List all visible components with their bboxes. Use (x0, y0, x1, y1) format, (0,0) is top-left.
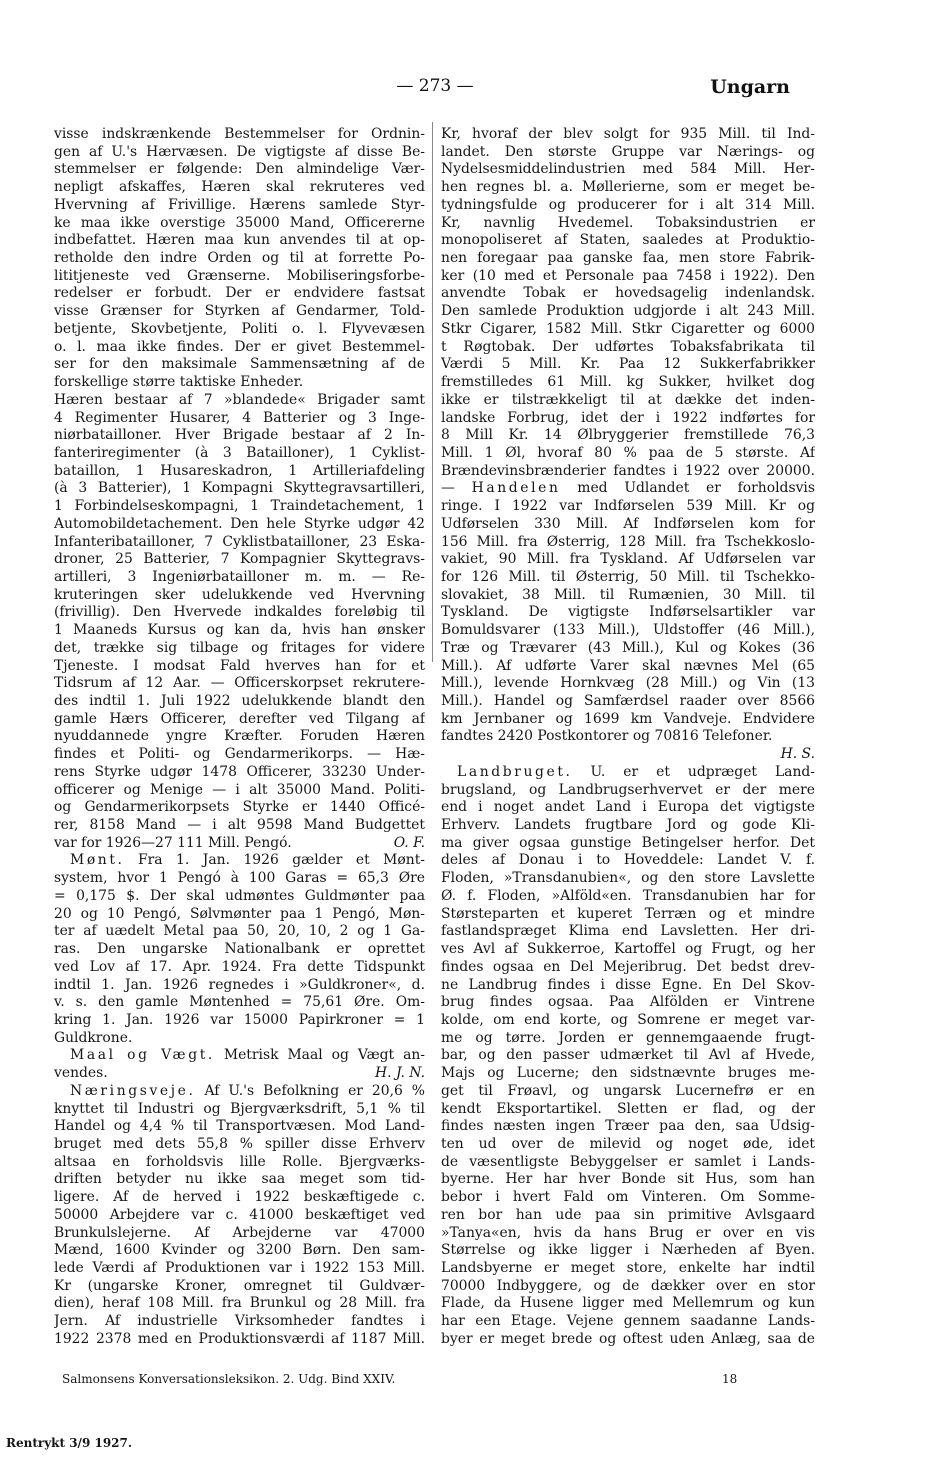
line-text: fastlandspræget Klima end Lavsletten. Her dri- (441, 923, 815, 940)
text-line (441, 1278, 815, 1296)
text-line (54, 144, 425, 162)
line-text: artilleri, 3 Ingeniørbatailloner m. m. — Re- (54, 568, 425, 585)
line-text: hen regnes bl. a. Møllerierne, som er meget be- (441, 179, 815, 196)
line-text: droner, 25 Batterier, 7 Kompagnier Skyttegravs- (54, 551, 425, 568)
line-text: nyuddannede yngre Kræfter. Foruden Hæren (54, 728, 425, 745)
line-text: dien), heraf 108 Mill. fra Brunkul og 28 Mill. fra (54, 1295, 425, 1312)
text-line (54, 675, 425, 693)
text-line (441, 427, 815, 445)
text-line (54, 1278, 425, 1296)
line-text: ves Avl af Sukkerroe, Kartoffel og Frugt, og her (441, 941, 815, 958)
line-text: Mill.), levende Hornkvæg (28 Mill.) og Vin (13 (441, 675, 815, 692)
line-text: Automobildetachement. Den hele Styrke udgør 42 (54, 515, 425, 532)
line-text: bar, og den passer udmærket til Avl af Hvede, (441, 1047, 815, 1064)
text-line (441, 728, 815, 746)
text-line (441, 1047, 815, 1065)
line-text: ter af uædelt Metal paa 50, 20, 10, 2 og 1 Ga- (54, 923, 425, 940)
running-title: Ungarn (710, 76, 790, 98)
line-text: vendes. (54, 1065, 108, 1082)
line-text: lititjeneste ved Grænserne. Mobiliseringsforbe- (54, 267, 425, 284)
line-text: gen af U.'s Hærvæsen. De vigtigste af disse Be- (54, 143, 425, 160)
line-text: har een Etage. Vejene gennem saadanne Lands- (441, 1313, 815, 1330)
line-text: 4 Regimenter Husarer, 4 Batterier og 3 Inge- (54, 409, 425, 426)
text-line (54, 161, 425, 179)
text-line (441, 764, 815, 782)
line-text: me og tørre. Jorden er gennemgaaende frugt- (441, 1029, 815, 1046)
line-text: Hæren bestaar af 7 »blandede« Brigader samt (54, 391, 425, 408)
text-line (54, 356, 425, 374)
line-text: Handel og 4,4 % til Transportvæsen. Mod Land- (54, 1118, 425, 1135)
line-text: 70000 Indbyggere, og de dækker over en stor (441, 1277, 815, 1294)
line-text: Kr, hvoraf der blev solgt for 935 Mill. til Ind- (441, 126, 815, 142)
line-text: Brunkulslejerne. Af Arbejderne var 47000 (54, 1224, 425, 1241)
text-line (441, 1101, 815, 1119)
text-line (54, 1101, 425, 1119)
text-line (54, 1189, 425, 1207)
text-line (441, 1154, 815, 1172)
text-line (54, 516, 425, 534)
text-line (441, 215, 815, 233)
text-line (441, 1331, 815, 1349)
text-line (54, 1083, 425, 1101)
text-line (54, 569, 425, 587)
line-text: vakiet, 90 Mill. fra Tyskland. Af Udførselen var (441, 551, 815, 568)
text-line (441, 250, 815, 268)
text-line (54, 711, 425, 729)
text-line (441, 693, 815, 711)
line-text: o. l. maa ikke findes. Der er givet Bestemmel- (54, 338, 425, 355)
text-line (441, 587, 815, 605)
text-line (54, 1136, 425, 1154)
line-text: Størrelse og ikke ligger i Nærheden af Byen. (441, 1242, 815, 1259)
text-line (54, 693, 425, 711)
text-line (54, 339, 425, 357)
text-line (441, 534, 815, 552)
text-line (441, 480, 815, 498)
text-line (54, 250, 425, 268)
line-text: Metrisk Maal og Vægt an- (214, 1047, 425, 1064)
text-line (54, 817, 425, 835)
text-line (54, 1331, 425, 1349)
line-text: bebor i hvert Fald om Vinteren. Om Somme- (441, 1189, 815, 1206)
line-text: Jern. Af industrielle Virksomheder fandtes i (54, 1313, 425, 1330)
line-text: ser for den maksimale Sammensætning af de (54, 356, 425, 373)
text-line (54, 746, 425, 764)
text-line (54, 1030, 425, 1048)
line-text: for 126 Mill. til Østerrig, 50 Mill. til Tschekko- (441, 568, 815, 585)
text-line (54, 959, 425, 977)
text-line (54, 480, 425, 498)
text-line (441, 268, 815, 286)
line-text: kruteringen sker udelukkende ved Hvervning (54, 586, 425, 603)
line-text: landet. Den største Gruppe var Nærings- og (441, 143, 815, 160)
text-line (441, 817, 815, 835)
text-line (441, 799, 815, 817)
line-text: landske Forbrug, idet der i 1922 indførtes for (441, 409, 815, 426)
text-line (441, 852, 815, 870)
text-line (441, 941, 815, 959)
line-text: 50000 Arbejdere var c. 41000 beskæftiget ved (54, 1206, 425, 1223)
line-text: Floden, »Transdanubien«, og den store Lavslette (441, 870, 815, 887)
line-text: findes næsten ingen Træer paa den, saa Udsig- (441, 1118, 815, 1135)
line-text: findes et Politi- og Gendarmerikorps. — Hæ- (54, 746, 425, 763)
text-line (441, 1189, 815, 1207)
text-line (54, 782, 425, 800)
line-text: findes ogsaa en Del Mejeribrug. Det bedst drev- (441, 958, 815, 975)
line-text: ker (10 med et Personale paa 7458 i 1922). Den (441, 267, 815, 284)
text-line (441, 1313, 815, 1331)
text-line (54, 1313, 425, 1331)
text-line (54, 1260, 425, 1278)
text-line (54, 658, 425, 676)
line-text: = 0,175 $. Der skal udmøntes Guldmønter paa (54, 887, 425, 904)
text-line (441, 445, 815, 463)
text-line (54, 179, 425, 197)
text-line (441, 463, 815, 481)
text-line (441, 1118, 815, 1136)
text-line (54, 215, 425, 233)
text-line (54, 1047, 425, 1065)
text-line (54, 392, 425, 410)
line-text: driften betyder nu ikke saa meget som tid- (54, 1171, 425, 1188)
line-text: Erhverv. Landets frugtbare Jord og gode Kli- (441, 817, 815, 834)
line-text: 8 Mill Kr. 14 Ølbryggerier fremstillede 76,3 (441, 427, 815, 444)
text-line (441, 870, 815, 888)
line-text: ma giver ogsaa gunstige Betingelser herfor. Det (441, 834, 815, 851)
text-line (54, 764, 425, 782)
line-text: Flade, da Husene ligger med Mellemrum og kun (441, 1295, 815, 1312)
section-keyword: Landbruget. (457, 763, 573, 780)
line-text: niørbatailloner. Hver Brigade bestaar af 2 In- (54, 427, 425, 444)
text-line (441, 392, 815, 410)
line-text: forskellige større taktiske Enheder. (54, 374, 304, 391)
line-text: (frivillig). Den Hvervede indkaldes foreløbig til (54, 604, 425, 621)
line-text: indtil 1. Jan. 1926 regnedes i »Guldkroner«, d. (54, 976, 425, 993)
line-text: tydningsfulde og producerer for i alt 314 Mill. (441, 196, 815, 213)
line-text: Træ og Trævarer (43 Mill.), Kul og Kokes (36 (441, 639, 815, 656)
publication-line: Salmonsens Konversationsleksikon. 2. Udg. Bind XXIV. (62, 1372, 396, 1386)
line-text: visse indskrænkende Bestemmelser for Ordnin- (54, 126, 425, 142)
line-text: betjente, Skovbetjente, Politi o. l. Flyvevæsen (54, 320, 425, 337)
line-text: Infanteribatailloner, 7 Cyklistbatailloner, 23 Eska- (54, 533, 425, 550)
text-line (54, 232, 425, 250)
text-line (54, 285, 425, 303)
text-line (441, 888, 815, 906)
page-footer (62, 1372, 762, 1386)
reprint-note: Rentrykt 3/9 1927. (6, 1436, 133, 1450)
text-line (54, 870, 425, 888)
section-keyword: Handelen (471, 480, 561, 497)
line-text: ligere. Af de herved i 1922 beskæftigede c. (54, 1189, 425, 1206)
text-line (441, 1295, 815, 1313)
line-text: nepligt afskaffes, Hæren skal rekruteres ved (54, 179, 425, 196)
text-line (54, 622, 425, 640)
line-text: brugsland, og Landbrugserhvervet er der mere (441, 781, 815, 798)
line-text: Udførselen 330 Mill. Af Indførselen kom for (441, 515, 815, 532)
section-keyword: Mønt. (70, 852, 125, 869)
line-text: Værdi 5 Mill. Kr. Paa 12 Sukkerfabrikker (441, 356, 815, 373)
text-line (441, 551, 815, 569)
line-text: monopoliseret af Staten, saaledes at Produktio- (441, 232, 815, 249)
text-line (441, 197, 815, 215)
line-text: 20 og 10 Pengó, Sølvmønter paa 1 Pengó, Møn- (54, 905, 425, 922)
line-text: U. er et udpræget Land- (572, 763, 815, 780)
line-text: rens Styrke udgør 1478 Officerer, 33230 Under- (54, 763, 425, 780)
text-line (54, 197, 425, 215)
text-line (441, 1225, 815, 1243)
line-text: gamle Hærs Officerer, derefter ved Tilgang af (54, 710, 425, 727)
text-line (441, 711, 815, 729)
text-line (441, 746, 815, 764)
text-line (441, 339, 815, 357)
text-line (441, 1083, 815, 1101)
line-text: Landsbyerne er meget store, enkelte har indtil (441, 1260, 815, 1276)
column-divider (432, 122, 433, 662)
text-line (54, 994, 425, 1012)
section-keyword: Næringsveje. (70, 1082, 196, 1099)
text-line (441, 675, 815, 693)
text-line (54, 923, 425, 941)
line-text: brug findes ogsaa. Paa Alfölden er Vintrene (441, 994, 815, 1011)
text-line (441, 1136, 815, 1154)
line-text: ringe. I 1922 var Indførselen 539 Mill. Kr og (441, 498, 815, 515)
line-text: bataillon, 1 Husareskadron, 1 Artilleriafdeling (54, 462, 425, 479)
text-line (54, 551, 425, 569)
text-line (441, 410, 815, 428)
line-text: des indtil 1. Juli 1922 udelukkende blandt den (54, 693, 425, 709)
line-text: Tidsrum af 12 Aar. — Officerskorpset rekrutere- (54, 675, 425, 692)
line-text: bruget med dets 55,8 % spiller disse Erhverv (54, 1135, 425, 1152)
author-signature: O. F. (393, 834, 425, 851)
text-line (54, 1171, 425, 1189)
text-line (54, 835, 425, 853)
line-text: nen foregaar paa ganske faa, men store Fabrik- (441, 250, 815, 267)
line-text: lede Værdi af Produktionen var i 1922 153 Mill. (54, 1260, 425, 1276)
line-text: get til Frøavl, og ungarsk Lucernefrø er en (441, 1082, 815, 1099)
text-line (441, 1260, 815, 1278)
line-text: redelser er forbudt. Der er endvidere fastsat (54, 285, 425, 302)
line-text: end i noget andet Land i Europa det vigtigste (441, 799, 815, 816)
text-line (441, 303, 815, 321)
text-line (54, 977, 425, 995)
line-text: fremstilledes 61 Mill. kg Sukker, hvilket dog (441, 374, 815, 391)
line-text: slovakiet, 38 Mill. til Rumænien, 30 Mill. til (441, 586, 815, 603)
text-line (54, 427, 425, 445)
text-line (54, 1225, 425, 1243)
line-text: kendt Eksportartikel. Sletten er flad, og der (441, 1100, 815, 1117)
line-text: de væsentligste Bebyggelser er samlet i Lands- (441, 1153, 815, 1170)
text-line (54, 604, 425, 622)
text-line (441, 835, 815, 853)
text-line (441, 640, 815, 658)
line-text: rer, 8158 Mand — i alt 9598 Mand Budgettet (54, 817, 425, 834)
line-text: visse Grænser for Styrken af Gendarmer, Told- (54, 303, 425, 320)
line-text: ved Lov af 17. Apr. 1924. Fra dette Tidspunkt (54, 958, 425, 975)
line-text: Mill.). Handel og Samfærdsel raader over 8566 (441, 693, 815, 709)
line-text: Stkr Cigarer, 1582 Mill. Stkr Cigaretter og 6000 (441, 320, 815, 337)
line-text: km Jernbaner og 1699 km Vandveje. Endvidere (441, 710, 815, 727)
text-line (54, 374, 425, 392)
line-text: v. s. den gamle Møntenhed = 75,61 Øre. Om- (54, 994, 425, 1011)
page-number: — 273 — (396, 76, 474, 96)
line-text: Størsteparten et kuperet Terræn og et mindre (441, 905, 815, 922)
signature-mark: 18 (722, 1372, 738, 1386)
line-text: officerer og Menige — i alt 35000 Mand. Politi- (54, 781, 425, 798)
text-line (54, 906, 425, 924)
author-signature: H. J. N. (375, 1065, 425, 1082)
section-keyword: Maal og Vægt. (70, 1047, 215, 1064)
text-line (441, 374, 815, 392)
text-line (441, 161, 815, 179)
text-line (441, 1242, 815, 1260)
line-text: Hvervning af Frivillige. Hærens samlede Styr- (54, 196, 425, 213)
line-text: Bomuldsvarer (133 Mill.), Uldstoffer (46 Mill.), (441, 622, 815, 639)
text-line (54, 728, 425, 746)
text-line (54, 587, 425, 605)
line-text: kolde, om end korte, og Somrene er meget var- (441, 1011, 815, 1028)
text-line (441, 1030, 815, 1048)
line-text: Fra 1. Jan. 1926 gælder et Mønt- (124, 852, 425, 869)
line-text: Ø. f. Floden, »Alföld«en. Transdanubien har for (441, 887, 815, 904)
line-text: »Tanya«en, hvis da hans Brug er over en vis (441, 1224, 815, 1241)
line-text: Af U.'s Befolkning er 20,6 % (195, 1082, 425, 1099)
text-line (441, 604, 815, 622)
line-text: deles af Donau i to Hoveddele: Landet V. f. (441, 852, 815, 869)
text-line (54, 640, 425, 658)
text-line (54, 463, 425, 481)
line-text: (à 3 Batterier), 1 Kompagni Skyttegravsartilleri, (54, 480, 425, 497)
text-line (54, 445, 425, 463)
text-line (54, 1207, 425, 1225)
line-text: Guldkrone. (54, 1029, 133, 1046)
text-line (441, 285, 815, 303)
text-line (54, 1242, 425, 1260)
line-text: Tyskland. De vigtigste Indførselsartikler var (441, 604, 815, 621)
text-line (54, 888, 425, 906)
line-text: ten ud over de milevid og noget øde, idet (441, 1135, 815, 1152)
text-line (441, 321, 815, 339)
line-text: fandtes 2420 Postkontorer og 70816 Telefoner. (441, 728, 773, 745)
line-text: ne Landbrug findes i disse Egne. En Del Skov- (441, 976, 815, 993)
line-text: Nydelsesmiddelindustrien med 584 Mill. Her- (441, 161, 815, 178)
text-line (54, 321, 425, 339)
line-text: ras. Den ungarske Nationalbank er oprettet (54, 941, 425, 958)
line-text: Mill.). Af udførte Varer skal nævnes Mel (65 (441, 657, 815, 674)
text-line (54, 941, 425, 959)
line-text: Mænd, 1600 Kvinder og 3200 Børn. Den sam- (54, 1242, 425, 1259)
line-text: Brændevinsbrænderier fandtes i 1922 over 20000. (441, 462, 815, 479)
line-text: anvendte Tobak er hovedsagelig indenlandsk. (441, 285, 815, 302)
line-text: Tjeneste. I modsat Fald hverves han for et (54, 657, 425, 674)
line-text: stemmelser er følgende: Den almindelige Vær- (54, 161, 425, 178)
text-line (54, 268, 425, 286)
line-text: Kr (ungarske Kroner, omregnet til Guldvær- (54, 1277, 425, 1294)
text-line (54, 1295, 425, 1313)
line-text: Majs og Lucerne; den sidstnævnte bruges me- (441, 1065, 815, 1082)
line-text: 1 Forbindelseskompagni, 1 Traindetachement, 1 (54, 498, 425, 515)
text-line (441, 658, 815, 676)
line-text: var for 1926—27 111 Mill. Pengó. (54, 834, 292, 851)
text-line (54, 126, 425, 144)
text-line (441, 1171, 815, 1189)
left-column (54, 126, 425, 1349)
line-text: knyttet til Industri og Bjergværksdrift, 5,1 % til (54, 1100, 425, 1117)
line-text: — (441, 480, 472, 497)
line-text: retholde den indre Orden og til at forrette Po- (54, 250, 425, 267)
text-line (54, 534, 425, 552)
text-line (441, 1207, 815, 1225)
line-text: altsaa en forholdsvis lille Rolle. Bjergværks- (54, 1153, 425, 1170)
line-text: fanteriregimenter (à 3 Batailloner), 1 Cyklist- (54, 444, 425, 461)
text-line (54, 410, 425, 428)
text-line (441, 977, 815, 995)
text-line (441, 232, 815, 250)
text-line (441, 782, 815, 800)
text-line (441, 1065, 815, 1083)
line-text: og Gendarmerikorpsets Styrke er 1440 Officé- (54, 799, 425, 816)
text-line (441, 923, 815, 941)
line-text: ikke er tilstrækkeligt til at dække det inden- (441, 391, 815, 408)
text-line (441, 569, 815, 587)
line-text: det, trække sig tilbage og fritages for videre (54, 639, 425, 656)
line-text: med Udlandet er forholdsvis (560, 480, 815, 497)
text-line (54, 1012, 425, 1030)
text-line (54, 303, 425, 321)
line-text: Kr, navnlig Hvedemel. Tobaksindustrien er (441, 214, 815, 231)
line-text: H. S. (780, 746, 815, 763)
text-line (441, 516, 815, 534)
text-line (441, 1012, 815, 1030)
line-text: Mill. 1 Øl, hvoraf 80 % paa de 5 største. Af (441, 444, 815, 461)
text-line (441, 906, 815, 924)
text-line (54, 498, 425, 516)
line-text: system, hvor 1 Pengó à 100 Garas = 65,3 Øre (54, 870, 425, 887)
text-line (54, 1065, 425, 1083)
text-line (54, 1154, 425, 1172)
line-text: indbefattet. Hæren maa kun anvendes til at op- (54, 232, 425, 249)
text-line (441, 179, 815, 197)
text-line (54, 799, 425, 817)
line-text: ren bor han ude paa sin primitive Avlsgaard (441, 1206, 815, 1223)
line-text: 1922 2378 med en Produktionsværdi af 1187 Mill. (54, 1330, 425, 1347)
line-text: Den samlede Produktion udgjorde i alt 243 Mill. (441, 303, 815, 320)
line-text: byer er meget brede og oftest uden Anlæg, saa de (441, 1330, 815, 1347)
line-text: byerne. Her har hver Bonde sit Hus, som han (441, 1171, 815, 1188)
text-line (441, 498, 815, 516)
line-text: ke maa ikke overstige 35000 Mand, Officererne (54, 214, 425, 231)
line-text: 156 Mill. fra Østerrig, 128 Mill. fra Tschekkoslo- (441, 533, 815, 550)
line-text: 1 Maaneds Kursus og kan da, hvis han ønsker (54, 622, 425, 639)
text-line (441, 126, 815, 144)
right-column (441, 126, 815, 1349)
text-line (441, 356, 815, 374)
text-line (441, 144, 815, 162)
line-text: t Røgtobak. Der udførtes Tobaksfabrikata til (441, 338, 815, 355)
text-line (441, 959, 815, 977)
text-line (54, 1118, 425, 1136)
line-text: kring 1. Jan. 1926 var 15000 Papirkroner = 1 (54, 1011, 425, 1028)
text-line (441, 622, 815, 640)
text-line (54, 852, 425, 870)
text-line (441, 994, 815, 1012)
